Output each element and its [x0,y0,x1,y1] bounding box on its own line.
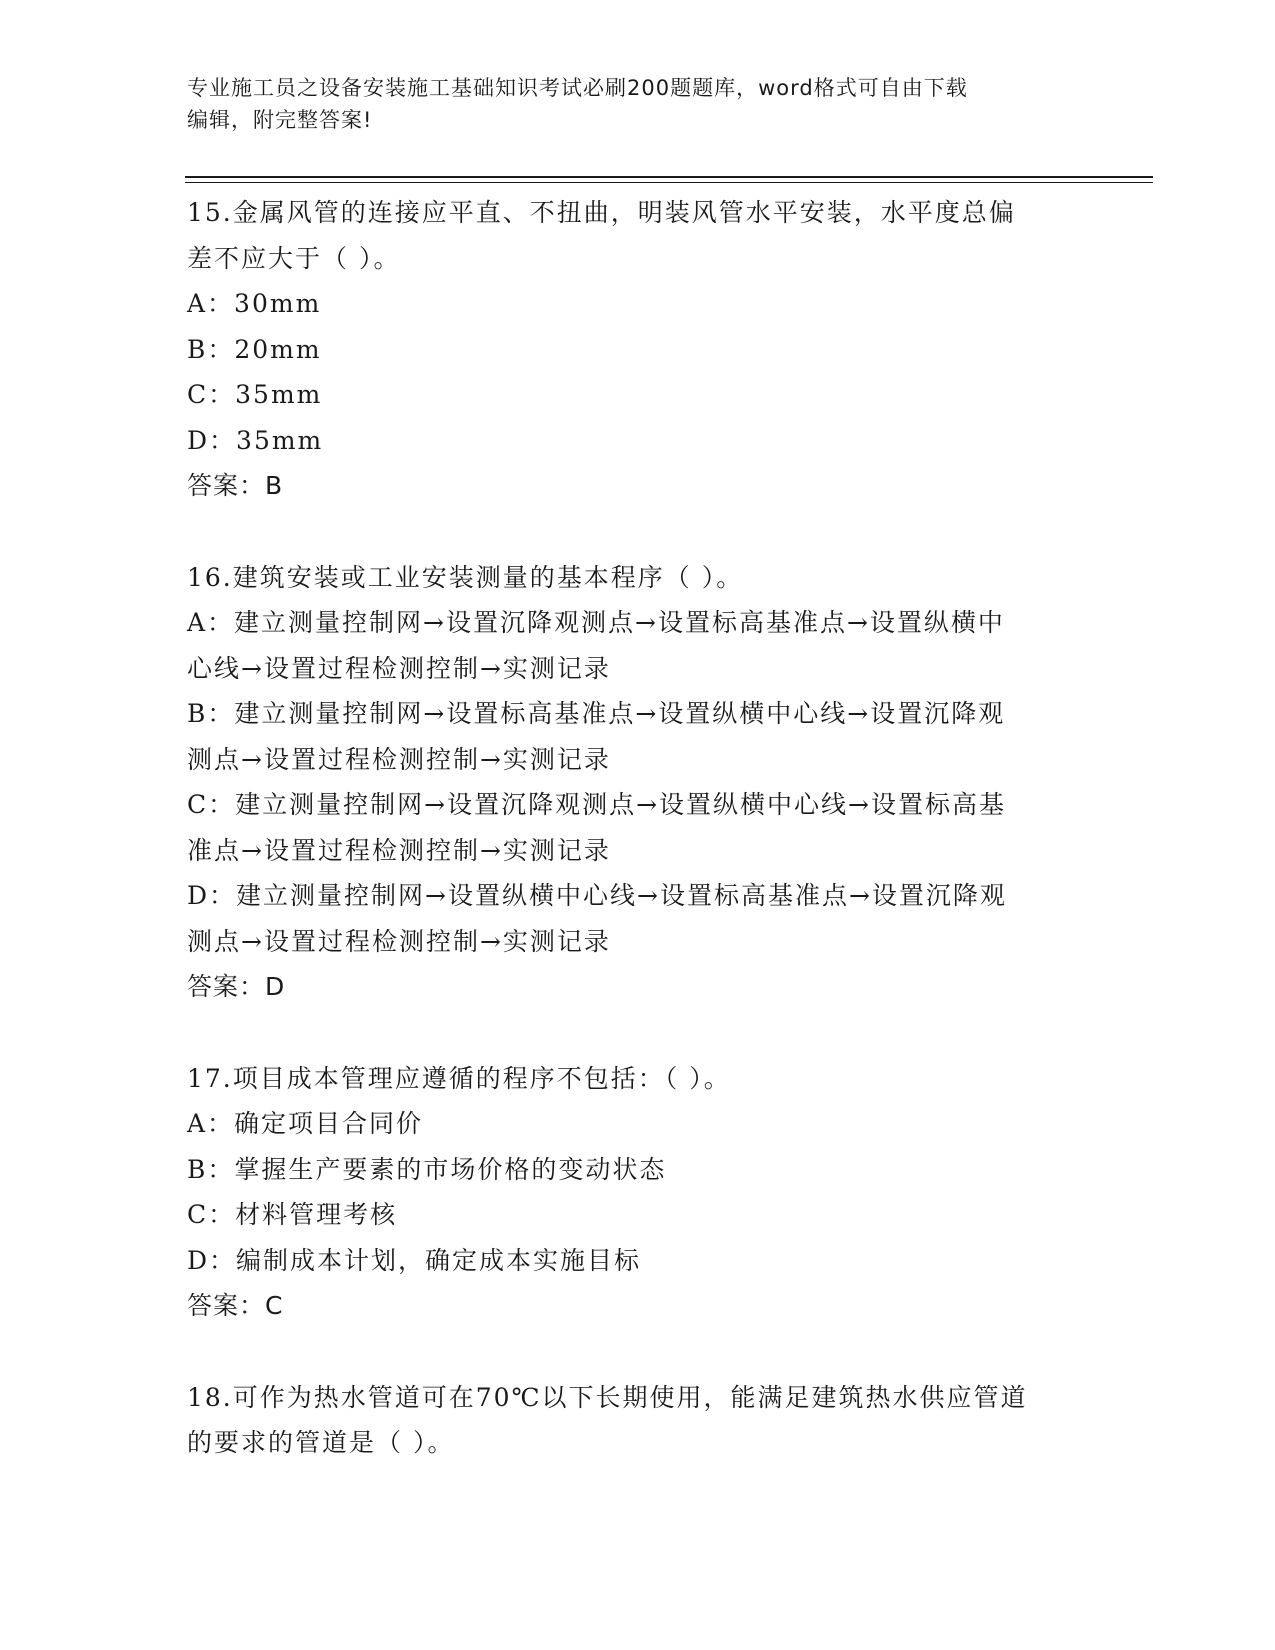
document-header [187,72,1067,136]
question-list [187,190,1087,1466]
question-block [187,1056,1087,1329]
header-divider-thick [185,176,1153,178]
answer-option: A：确定项目合同价 [187,1109,424,1138]
header-divider-thin [185,182,1153,183]
question-block [187,190,1087,509]
answer-option: B：建立测量控制网→设置标高基准点→设置纵横中心线→设置沉降观 [187,699,1006,728]
answer-option: 心线→设置过程检测控制→实测记录 [187,653,611,683]
question-stem: 的要求的管道是（ ）。 [187,1428,455,1457]
question-stem: 16.建筑安装或工业安装测量的基本程序（ ）。 [187,562,744,592]
question-block [187,555,1087,1010]
question-spacer [187,509,1087,555]
header-line-2: 编辑，附完整答案! [187,108,373,132]
answer-option: C：材料管理考核 [187,1200,398,1229]
question-stem: 17.项目成本管理应遵循的程序不包括：（ ）。 [187,1063,731,1093]
answer-key: 答案：B [187,471,284,500]
question-stem: 15.金属风管的连接应平直、不扭曲，明装风管水平安装，水平度总偏 [187,198,1016,227]
answer-option: C：35mm [187,380,323,409]
question-spacer [187,1010,1087,1056]
question-stem: 18.可作为热水管道可在70℃以下长期使用，能满足建筑热水供应管道 [187,1382,1028,1412]
answer-option: B：掌握生产要素的市场价格的变动状态 [187,1154,667,1184]
answer-option: D：建立测量控制网→设置纵横中心线→设置标高基准点→设置沉降观 [187,881,1007,910]
question-block [187,1375,1087,1466]
question-stem: 差不应大于（ ）。 [187,243,401,273]
answer-option: A：30mm [187,289,322,318]
answer-option: B：20mm [187,334,322,364]
answer-key: 答案：D [187,972,286,1001]
question-spacer [187,1329,1087,1375]
answer-key: 答案：C [187,1291,284,1320]
answer-option: D：35mm [187,425,324,455]
answer-option: 准点→设置过程检测控制→实测记录 [187,835,611,865]
header-line-1: 专业施工员之设备安装施工基础知识考试必刷200题题库，word格式可自由下载 [187,76,968,100]
answer-option: C：建立测量控制网→设置沉降观测点→设置纵横中心线→设置标高基 [187,790,1006,819]
answer-option: 测点→设置过程检测控制→实测记录 [187,744,611,774]
answer-option: A：建立测量控制网→设置沉降观测点→设置标高基准点→设置纵横中 [187,608,1005,637]
answer-option: D：编制成本计划，确定成本实施目标 [187,1245,642,1275]
answer-option: 测点→设置过程检测控制→实测记录 [187,926,611,956]
